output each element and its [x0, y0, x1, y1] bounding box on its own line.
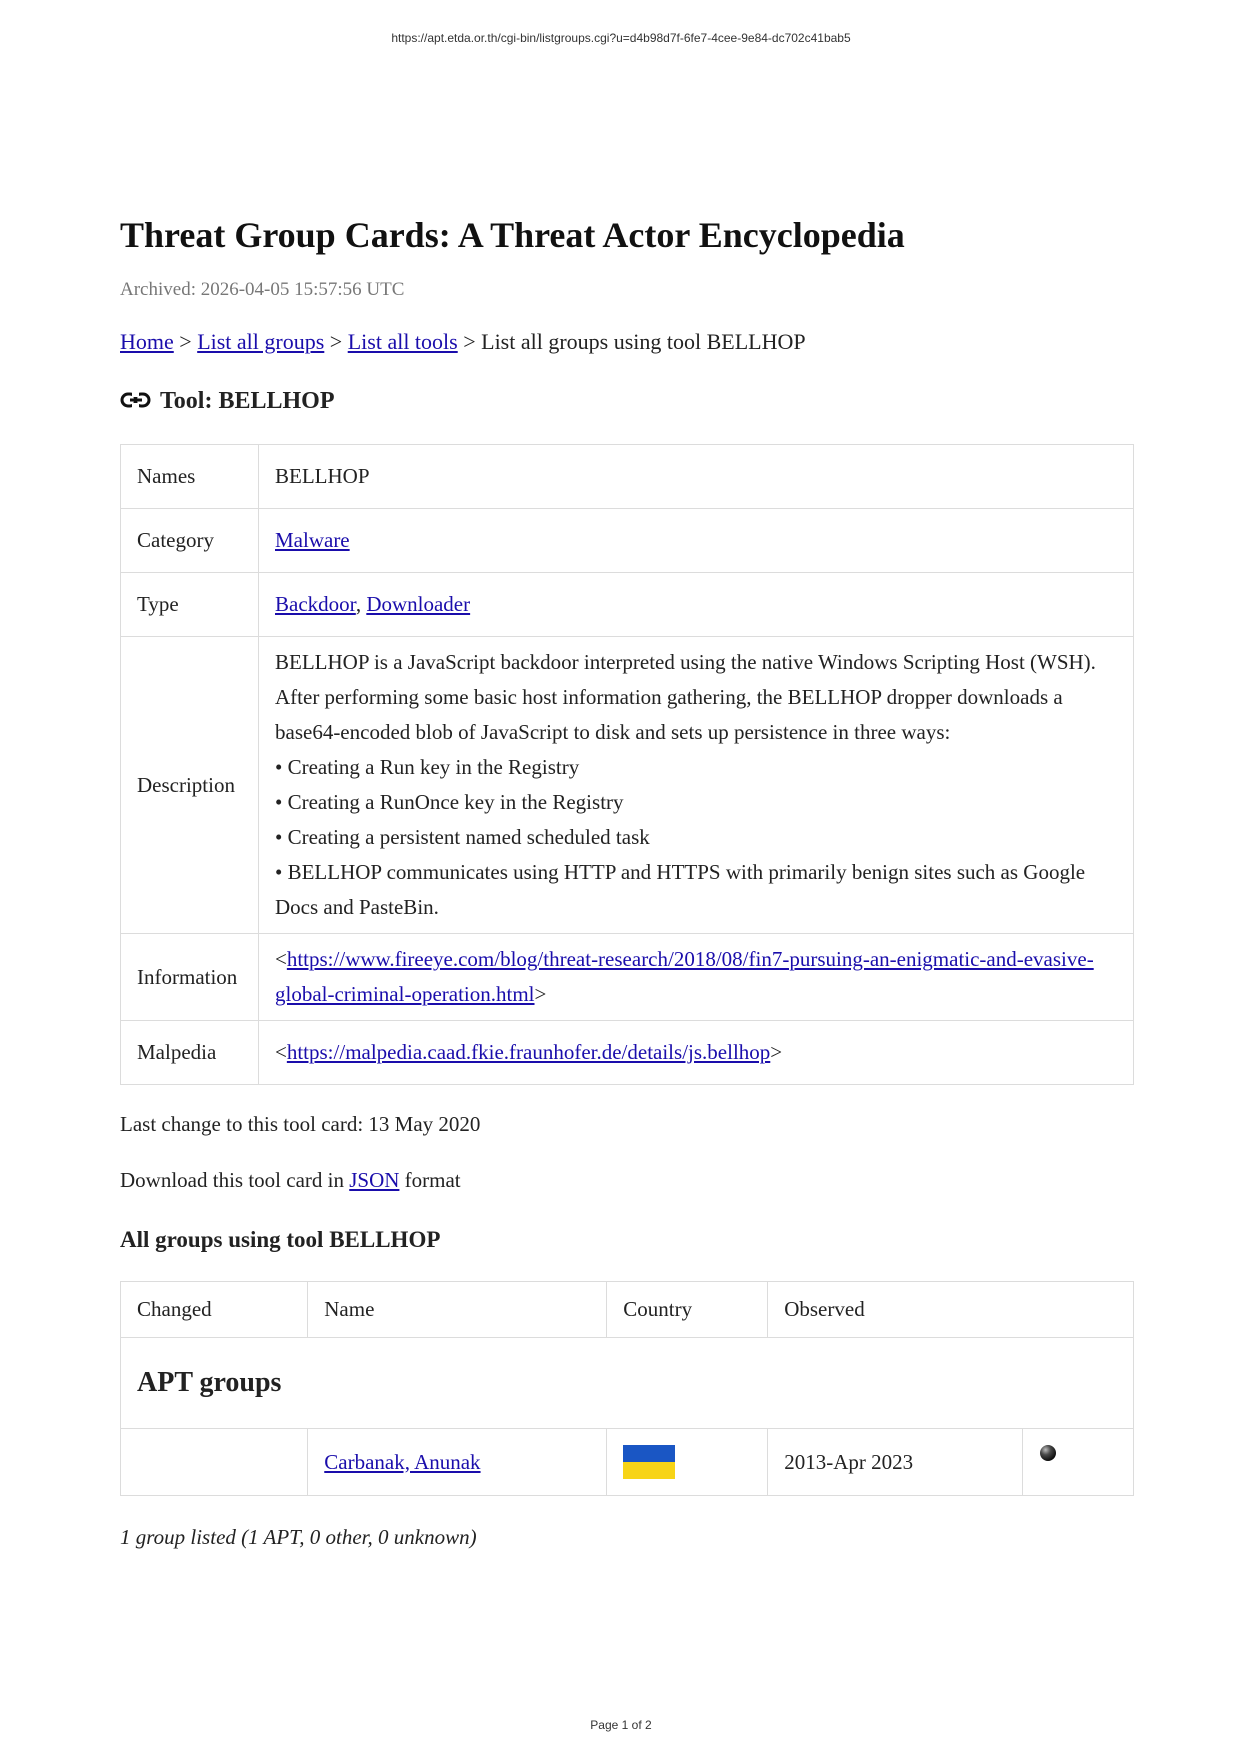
archived-timestamp: Archived: 2026-04-05 15:57:56 UTC [120, 279, 405, 300]
breadcrumb [120, 326, 1134, 358]
main-content [120, 210, 1134, 1554]
type-separator: , [355, 592, 367, 616]
type-row [121, 573, 1134, 637]
breadcrumb-current: > List all groups using tool BELLHOP [457, 329, 806, 354]
type-value [259, 573, 1134, 637]
type-downloader-link[interactable]: Downloader [366, 592, 471, 616]
malpedia-link[interactable]: https://malpedia.caad.fkie.fraunhofer.de/details/js.bellhop [286, 1040, 771, 1064]
breadcrumb-separator: > [173, 329, 198, 354]
page-footer: Page 1 of 2 [590, 1718, 652, 1732]
description-label: Description [121, 637, 259, 934]
description-bullet: • Creating a RunOnce key in the Registry [275, 790, 624, 814]
type-label: Type [121, 573, 259, 637]
names-row [121, 445, 1134, 509]
information-value [259, 934, 1134, 1021]
groups-table [120, 1281, 1134, 1496]
tool-heading [120, 386, 1134, 416]
cell-observed: 2013-Apr 2023 [768, 1429, 1023, 1496]
ukraine-flag-icon [623, 1445, 675, 1479]
column-header-country[interactable]: Country [607, 1282, 768, 1338]
groups-table-header [121, 1282, 1134, 1338]
names-value: BELLHOP [259, 445, 1134, 509]
column-header-changed[interactable]: Changed [121, 1282, 308, 1338]
description-line: BELLHOP is a JavaScript backdoor interpreted using the native Windows Scripting Host (WSH). [275, 650, 1096, 674]
download-text [120, 1163, 1134, 1197]
information-link[interactable]: https://www.fireeye.com/blog/threat-research/2018/08/fin7-pursuing-an-enigmatic-and-evasive-global-criminal-operation.html [275, 947, 1094, 1006]
bracket-close: > [770, 1040, 783, 1064]
breadcrumb-home-link[interactable]: Home [120, 329, 174, 354]
json-download-link[interactable]: JSON [349, 1168, 400, 1192]
group-link[interactable]: Carbanak, Anunak [324, 1449, 481, 1474]
column-header-name[interactable]: Name [308, 1282, 607, 1338]
table-row [121, 1429, 1134, 1496]
category-value [259, 509, 1134, 573]
information-row [121, 934, 1134, 1021]
dark-sphere-icon [1039, 1444, 1057, 1462]
cell-name [308, 1429, 607, 1496]
download-suffix: format [399, 1168, 461, 1192]
names-label: Names [121, 445, 259, 509]
section-row-apt [121, 1338, 1134, 1429]
description-row [121, 637, 1134, 934]
url-header: https://apt.etda.or.th/cgi-bin/listgroups.cgi?u=d4b98d7f-6fe7-4cee-9e84-dc702c41bab5 [391, 31, 851, 45]
page-title: Threat Group Cards: A Threat Actor Encyclopedia [120, 215, 905, 255]
bracket-close: > [534, 982, 547, 1006]
description-line: After performing some basic host information gathering, the BELLHOP dropper downloads a base64-encoded blob of JavaScript to disk and sets up persistence in three ways: [275, 685, 1063, 744]
breadcrumb-groups-link[interactable]: List all groups [197, 329, 325, 354]
groups-heading: All groups using tool BELLHOP [120, 1227, 441, 1252]
malpedia-label: Malpedia [121, 1021, 259, 1085]
last-change-text: Last change to this tool card: 13 May 2020 [120, 1112, 481, 1136]
cell-changed [121, 1429, 308, 1496]
link-icon [120, 392, 152, 410]
breadcrumb-tools-link[interactable]: List all tools [347, 329, 458, 354]
category-malware-link[interactable]: Malware [275, 528, 350, 552]
tool-info-table [120, 444, 1134, 1085]
description-value [259, 637, 1134, 934]
groups-summary: 1 group listed (1 APT, 0 other, 0 unknown) [120, 1525, 477, 1549]
breadcrumb-separator: > [324, 329, 348, 354]
malpedia-value [259, 1021, 1134, 1085]
bracket-open: < [275, 1040, 287, 1064]
cell-status [1023, 1429, 1134, 1496]
category-label: Category [121, 509, 259, 573]
type-backdoor-link[interactable]: Backdoor [275, 592, 356, 616]
description-bullet: • BELLHOP communicates using HTTP and HTTPS with primarily benign sites such as Google Docs and PasteBin. [275, 860, 1086, 919]
section-label-apt: APT groups [121, 1338, 1134, 1429]
description-bullet: • Creating a Run key in the Registry [275, 755, 580, 779]
cell-country [607, 1429, 768, 1496]
description-bullet: • Creating a persistent named scheduled task [275, 825, 650, 849]
malpedia-row [121, 1021, 1134, 1085]
bracket-open: < [275, 947, 287, 971]
tool-heading-label: Tool: BELLHOP [160, 388, 335, 414]
download-prefix: Download this tool card in [120, 1168, 350, 1192]
column-header-observed[interactable]: Observed [768, 1282, 1134, 1338]
information-label: Information [121, 934, 259, 1021]
category-row [121, 509, 1134, 573]
